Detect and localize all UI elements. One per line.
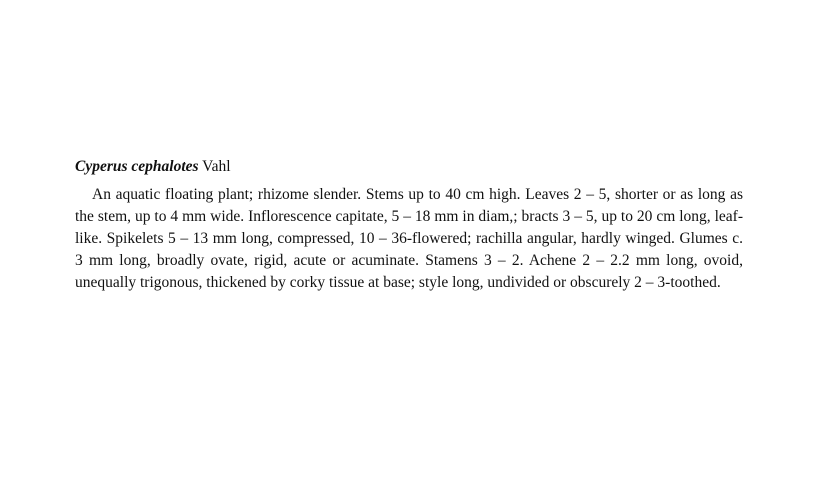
species-entry	[75, 156, 743, 294]
species-heading	[75, 156, 743, 178]
species-authority: Vahl	[202, 158, 231, 175]
species-description: An aquatic floating plant; rhizome slender. Stems up to 40 cm high. Leaves 2 – 5, shorter or as long as the stem, up to 4 mm wide. Inflorescence capitate, 5 – 18 mm in diam,; bracts 3 – 5, up to 20 cm long, leaf-like. Spikelets 5 – 13 mm long, compressed, 10 – 36-flowered; rachilla angular, hardly winged. Glumes c. 3 mm long, broadly ovate, rigid, acute or acuminate. Stamens 3 – 2. Achene 2 – 2.2 mm long, ovoid, unequally trigonous, thickened by corky tissue at base; style long, undivided or obscurely 2 – 3-toothed.	[75, 186, 743, 291]
species-name: Cyperus cephalotes	[75, 158, 199, 175]
